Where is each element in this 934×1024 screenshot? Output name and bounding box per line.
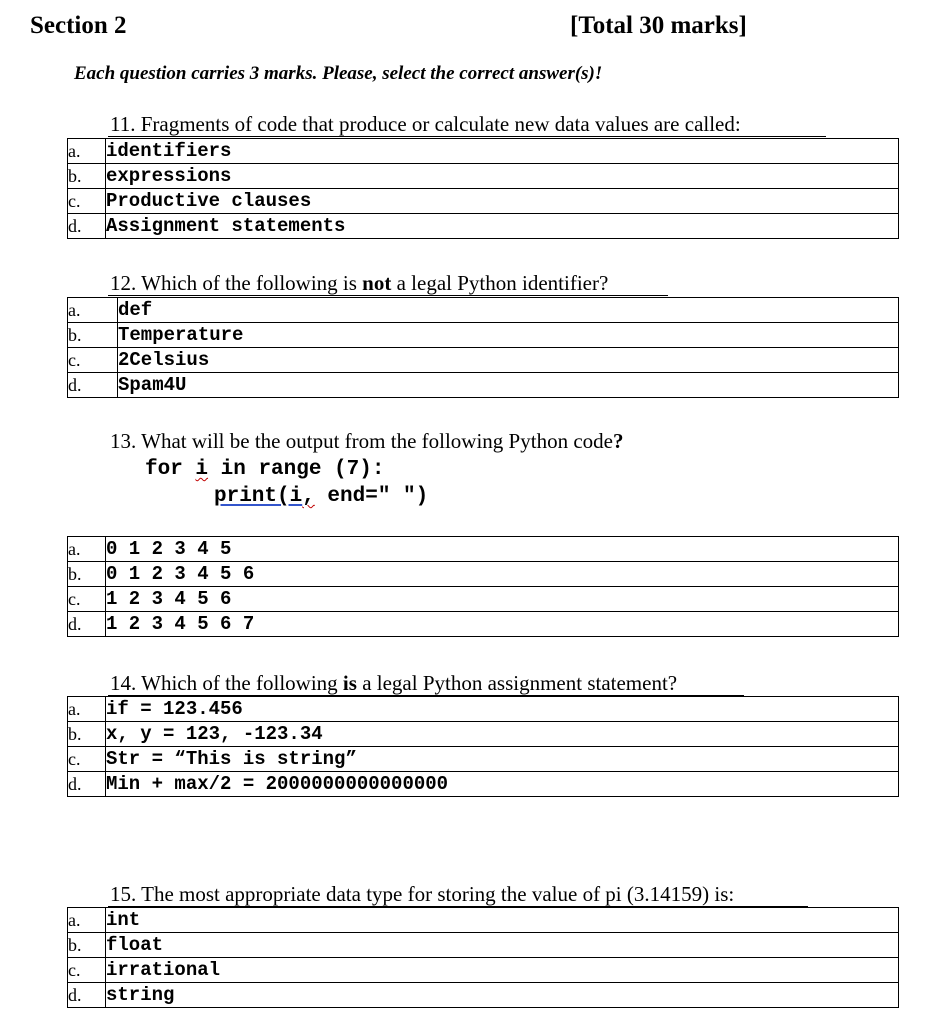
option-row[interactable] [68,697,899,722]
option-text: 0 1 2 3 4 5 6 [106,562,899,587]
option-label: b. [68,933,106,958]
option-row[interactable] [68,612,899,637]
option-text: irrational [106,958,899,983]
question-15-text [110,882,734,907]
option-label: b. [68,164,106,189]
option-label: c. [68,587,106,612]
option-text: Spam4U [118,373,899,398]
option-label: d. [68,214,106,239]
question-number: 15. [110,882,137,906]
question-13-options [67,536,899,637]
question-12-text [110,271,608,296]
option-text: def [118,298,899,323]
option-row[interactable] [68,164,899,189]
option-label: a. [68,139,106,164]
option-row[interactable] [68,373,899,398]
option-text: if = 123.456 [106,697,899,722]
option-text: 0 1 2 3 4 5 [106,537,899,562]
question-13-text [110,429,623,454]
question-prompt: The most appropriate data type for storing the value of pi (3.14159) is: [141,882,735,906]
code-line-1: for i in range (7): [145,458,385,481]
option-text: 1 2 3 4 5 6 7 [106,612,899,637]
section-title: Section 2 [30,12,127,39]
option-label: b. [68,722,106,747]
option-text: Productive clauses [106,189,899,214]
option-label: d. [68,373,118,398]
option-row[interactable] [68,537,899,562]
option-label: b. [68,323,118,348]
option-label: d. [68,983,106,1008]
option-text: x, y = 123, -123.34 [106,722,899,747]
option-text: Temperature [118,323,899,348]
option-row[interactable] [68,139,899,164]
option-row[interactable] [68,189,899,214]
question-11-options [67,138,899,239]
question-prompt: Which of the following is a legal Python assignment statement? [141,671,678,695]
option-text: string [106,983,899,1008]
option-text: expressions [106,164,899,189]
question-underline [108,295,668,296]
option-text: Min + max/2 = 2000000000000000 [106,772,899,797]
question-number: 12. [110,271,137,295]
option-row[interactable] [68,562,899,587]
question-prompt: Which of the following is not a legal Python identifier? [141,271,609,295]
question-prompt: Fragments of code that produce or calculate new data values are called: [140,112,741,136]
option-row[interactable] [68,983,899,1008]
question-14-text [110,671,677,696]
question-number: 13. [110,429,137,453]
option-label: d. [68,612,106,637]
option-label: d. [68,772,106,797]
option-row[interactable] [68,747,899,772]
option-row[interactable] [68,722,899,747]
option-text: float [106,933,899,958]
option-row[interactable] [68,348,899,373]
total-marks: [Total 30 marks] [570,12,747,39]
option-row[interactable] [68,933,899,958]
instructions: Each question carries 3 marks. Please, select the correct answer(s)! [74,63,603,84]
option-label: a. [68,537,106,562]
option-label: c. [68,348,118,373]
option-row[interactable] [68,958,899,983]
question-number: 14. [110,671,137,695]
option-label: a. [68,908,106,933]
question-14-options [67,696,899,797]
option-label: c. [68,747,106,772]
option-label: b. [68,562,106,587]
option-label: c. [68,189,106,214]
option-row[interactable] [68,908,899,933]
option-text: int [106,908,899,933]
question-11-text [110,112,741,137]
option-text: Assignment statements [106,214,899,239]
question-number: 11. [110,112,136,136]
question-prompt: What will be the output from the following Python code? [141,429,624,453]
option-label: a. [68,697,106,722]
option-text: identifiers [106,139,899,164]
option-text: Str = “This is string” [106,747,899,772]
option-text: 1 2 3 4 5 6 [106,587,899,612]
question-15-options [67,907,899,1008]
option-label: c. [68,958,106,983]
option-row[interactable] [68,323,899,348]
question-12-options [67,297,899,398]
option-row[interactable] [68,214,899,239]
option-row[interactable] [68,298,899,323]
option-row[interactable] [68,587,899,612]
option-text: 2Celsius [118,348,899,373]
option-row[interactable] [68,772,899,797]
code-line-2: print(i, end=" ") [214,485,429,508]
question-underline [108,136,826,137]
option-label: a. [68,298,118,323]
